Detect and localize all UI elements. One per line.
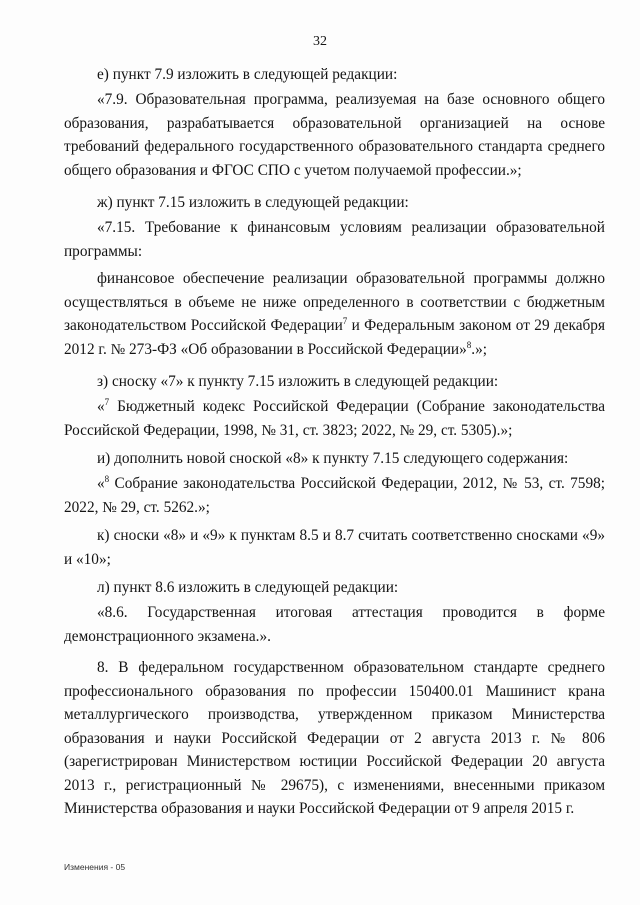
paragraph-text: л) пункт 8.6 изложить в следующей редакции: xyxy=(97,579,399,596)
footnote-mark-7: 7 xyxy=(104,396,110,407)
footnote-mark-8: 8 xyxy=(104,473,110,484)
paragraph-text: е) пункт 7.9 изложить в следующей редакции: xyxy=(97,66,398,83)
paragraph-text: и) дополнить новой сноской «8» к пункту 7.15 следующего содержания: xyxy=(97,450,569,467)
paragraph-text: « xyxy=(97,475,105,492)
paragraph-text: к) сноски «8» и «9» к пунктам 8.5 и 8.7 считать соответственно сносками «9» и «10»; xyxy=(64,527,605,568)
paragraph-item-e xyxy=(64,66,605,84)
paragraph-text: и Федеральным законом от 29 декабря 2012 г. № 273-ФЗ «Об образовании в Российской Федерации» xyxy=(64,317,605,358)
paragraph-financing xyxy=(64,267,605,361)
paragraph-section-8 xyxy=(64,656,605,821)
paragraph-item-i xyxy=(64,450,605,468)
page-number: 32 xyxy=(313,34,327,49)
paragraph-text: Собрание законодательства Российской Федерации, 2012, № 53, ст. 7598; 2022, № 29, ст. 5262.»; xyxy=(64,475,605,516)
paragraph-text: .»; xyxy=(471,340,487,358)
footnote-ref-8: 8 xyxy=(466,339,472,350)
paragraph-clause-8-6 xyxy=(64,601,605,648)
paragraph-footnote-8 xyxy=(64,472,605,519)
paragraph-text: «8.6. Государственная итоговая аттестация проводится в форме демонстрационного экзамена.». xyxy=(64,604,605,645)
paragraph-text: финансовое обеспечение реализации образовательной программы должно осуществляться в объеме не ниже определенного в соответствии с бюджетным законодательством Российской Федерации xyxy=(64,270,605,334)
footnote-ref-7: 7 xyxy=(342,315,348,326)
paragraph-footnote-7 xyxy=(64,395,605,442)
paragraph-item-zh xyxy=(64,194,605,212)
paragraph-clause-7-15 xyxy=(64,216,605,263)
paragraph-text: «7.9. Образовательная программа, реализуемая на базе основного общего образования, разрабатывается образовательной организацией на основе требований федерального государственного образовательного стандарта среднего общего образования и ФГОС СПО с учетом получаемой профессии.»; xyxy=(64,91,605,179)
paragraph-item-z xyxy=(64,373,605,391)
paragraph-item-l xyxy=(64,579,605,597)
paragraph-text: ж) пункт 7.15 изложить в следующей редакции: xyxy=(97,194,409,211)
paragraph-text: «7.15. Требование к финансовым условиям реализации образовательной программы: xyxy=(64,219,605,260)
paragraph-text: « xyxy=(97,398,105,415)
paragraph-text: з) сноску «7» к пункту 7.15 изложить в следующей редакции: xyxy=(97,373,499,390)
paragraph-item-k xyxy=(64,524,605,571)
footer-revision-mark: Изменения - 05 xyxy=(64,862,126,872)
paragraph-text: Бюджетный кодекс Российской Федерации (Собрание законодательства Российской Федерации, 1998, № 31, ст. 3823; 2022, № 29, ст. 5305).»; xyxy=(64,398,605,439)
paragraph-text: 8. В федеральном государственном образовательном стандарте среднего профессионального образования по профессии 150400.01 Машинист крана металлургического производства, утвержденном приказом Министерства образования и науки Российской Федерации от 2 августа 2013 г. № 806 (зарегистрирован Министерством юстиции Российской Федерации 20 августа 2013 г., регистрационный № 29675), с изменениями, внесенными приказом Министерства образования и науки Российской Федерации от 9 апреля 2015 г. xyxy=(64,659,605,817)
paragraph-clause-7-9 xyxy=(64,88,605,182)
